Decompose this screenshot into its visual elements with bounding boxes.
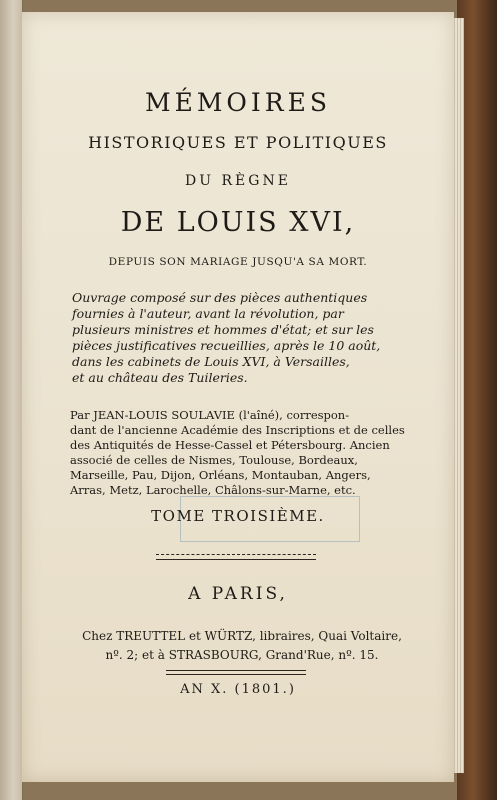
double-rule xyxy=(166,670,306,675)
book-cover-left xyxy=(0,0,23,800)
place-of-publication: A PARIS, xyxy=(188,584,288,604)
volume-label: TOME TROISIÈME. xyxy=(151,507,325,525)
publisher-imprint xyxy=(62,627,422,665)
publication-year: AN X. (1801.) xyxy=(180,682,296,697)
title-louis-xvi: DE LOUIS XVI, xyxy=(120,207,356,238)
description-line: fournies à l'auteur, avant la révolution, par xyxy=(72,306,344,321)
title-page xyxy=(22,12,454,782)
author-line: dant de l'ancienne Académie des Inscriptions et de celles xyxy=(70,423,405,437)
title-memoires: MÉMOIRES xyxy=(144,88,332,117)
description-line: dans les cabinets de Louis XVI, à Versailles, xyxy=(72,354,350,369)
description-paragraph xyxy=(72,290,410,386)
title-historiques: HISTORIQUES ET POLITIQUES xyxy=(88,133,388,152)
author-line: des Antiquités de Hesse-Cassel et Pétersbourg. Ancien xyxy=(70,438,390,452)
ornamental-rule xyxy=(156,554,316,560)
description-line: et au château des Tuileries. xyxy=(72,370,248,385)
description-line: pièces justificatives recueillies, après le 10 août, xyxy=(72,338,381,353)
author-line: Arras, Metz, Larochelle, Châlons-sur-Marne, etc. xyxy=(70,483,356,497)
description-line: Ouvrage composé sur des pièces authentiques xyxy=(72,290,368,305)
author-line: Par JEAN-LOUIS SOULAVIE (l'aîné), correspon- xyxy=(70,408,350,422)
publisher-line: Chez TREUTTEL et WÜRTZ, libraires, Quai Voltaire, xyxy=(82,629,402,643)
publisher-line: nº. 2; et à STRASBOURG, Grand'Rue, nº. 15. xyxy=(105,648,379,662)
description-line: plusieurs ministres et hommes d'état; et sur les xyxy=(72,322,374,337)
author-line: associé de celles de Nismes, Toulouse, Bordeaux, xyxy=(70,453,358,467)
title-du-regne: DU RÈGNE xyxy=(185,173,291,189)
title-subtitle: DEPUIS SON MARIAGE JUSQU'A SA MORT. xyxy=(108,256,368,268)
author-paragraph xyxy=(70,408,412,498)
author-line: Marseille, Pau, Dijon, Orléans, Montauban, Angers, xyxy=(70,468,371,482)
